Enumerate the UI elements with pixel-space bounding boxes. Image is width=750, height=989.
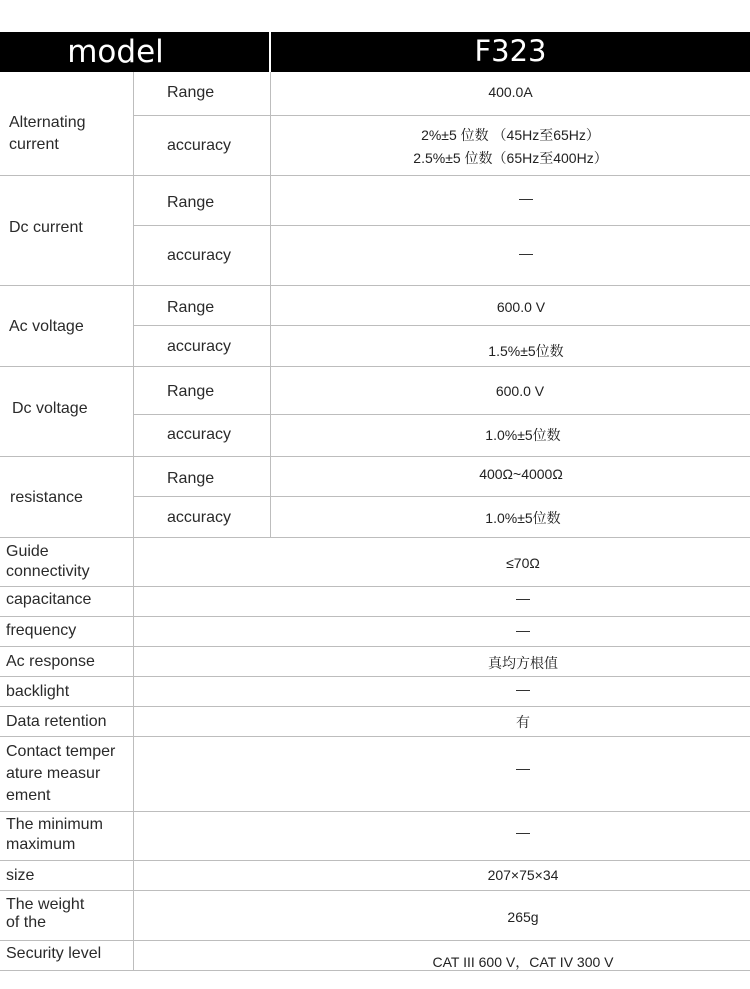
- resistance-range-label: Range: [167, 470, 215, 487]
- size-value: 207×75×34: [487, 867, 559, 883]
- row-divider: [0, 940, 750, 941]
- model-label: model: [67, 34, 164, 70]
- dc-voltage-range-value: 600.0 V: [495, 383, 545, 399]
- ac-current-accuracy-label: accuracy: [167, 137, 232, 154]
- guide-connectivity-label: Guide connectivity: [6, 543, 90, 580]
- dc-voltage-accuracy-value: 1.0%±5位数: [485, 427, 561, 443]
- ac-response-label: Ac response: [6, 653, 95, 670]
- contact-temperature-value: —: [516, 760, 530, 776]
- backlight-label: backlight: [6, 683, 70, 700]
- guide-connectivity-value: ≤70Ω: [506, 555, 540, 571]
- size-label: size: [6, 867, 35, 884]
- data-retention-label: Data retention: [6, 713, 107, 730]
- resistance-range-value: 400Ω~4000Ω: [479, 466, 563, 482]
- resistance-accuracy-value: 1.0%±5位数: [485, 510, 561, 526]
- model-value: F323: [474, 34, 547, 68]
- ac-current-range-label: Range: [167, 84, 215, 101]
- min-max-value: —: [516, 824, 530, 840]
- model-header: [0, 32, 269, 72]
- row-divider: [0, 366, 750, 367]
- dc-current-range-label: Range: [167, 194, 215, 211]
- row-divider: [0, 175, 750, 176]
- security-level-value: CAT III 600 V，CAT IV 300 V: [432, 954, 614, 970]
- model-value-header: [271, 32, 750, 72]
- row-divider: [0, 860, 750, 861]
- ac-voltage-range-value: 600.0 V: [496, 299, 546, 315]
- row-divider: [0, 811, 750, 812]
- row-divider: [134, 115, 750, 116]
- ac-response-value: 真均方根值: [488, 655, 558, 671]
- dc-voltage-accuracy-label: accuracy: [167, 426, 232, 443]
- row-divider: [0, 586, 750, 587]
- ac-current-accuracy-line2: 2.5%±5 位数（65Hz至400Hz）: [413, 150, 608, 166]
- row-divider: [134, 414, 750, 415]
- ac-voltage-accuracy-label: accuracy: [167, 338, 232, 355]
- row-divider: [0, 676, 750, 677]
- row-divider: [0, 736, 750, 737]
- row-divider: [0, 706, 750, 707]
- ac-voltage-range-label: Range: [167, 299, 215, 316]
- weight-label: The weight of the: [6, 896, 85, 931]
- row-divider: [0, 646, 750, 647]
- frequency-label: frequency: [6, 622, 77, 639]
- data-retention-value: 有: [516, 714, 530, 730]
- section-label-resistance: resistance: [10, 489, 83, 506]
- row-divider: [134, 225, 750, 226]
- capacitance-label: capacitance: [6, 591, 92, 608]
- contact-temperature-label: Contact temper ature measur ement: [6, 743, 116, 804]
- ac-current-range-value: 400.0A: [488, 84, 533, 100]
- row-divider: [0, 456, 750, 457]
- row-divider: [0, 537, 750, 538]
- min-max-label: The minimum maximum: [6, 816, 103, 853]
- capacitance-value: —: [516, 590, 530, 606]
- dc-current-accuracy-value: —: [519, 245, 533, 261]
- section-label-dc-current: Dc current: [9, 219, 83, 236]
- row-divider: [0, 890, 750, 891]
- dc-current-range-value: —: [519, 190, 533, 206]
- section-label-dc-voltage: Dc voltage: [12, 400, 88, 417]
- dc-current-accuracy-label: accuracy: [167, 247, 232, 264]
- section-label-ac-voltage: Ac voltage: [9, 318, 84, 335]
- ac-current-accuracy-line1: 2%±5 位数 （45Hz至65Hz）: [421, 127, 600, 143]
- row-divider: [134, 496, 750, 497]
- row-divider: [0, 616, 750, 617]
- resistance-accuracy-label: accuracy: [167, 509, 232, 526]
- row-divider: [0, 285, 750, 286]
- frequency-value: —: [516, 622, 530, 638]
- row-divider: [134, 325, 750, 326]
- dc-voltage-range-label: Range: [167, 383, 215, 400]
- section-label-alternating-current: Alternating current: [9, 114, 86, 153]
- security-level-label: Security level: [6, 945, 102, 962]
- backlight-value: —: [516, 681, 530, 697]
- ac-voltage-accuracy-value: 1.5%±5位数: [488, 343, 564, 359]
- weight-value: 265g: [507, 909, 539, 925]
